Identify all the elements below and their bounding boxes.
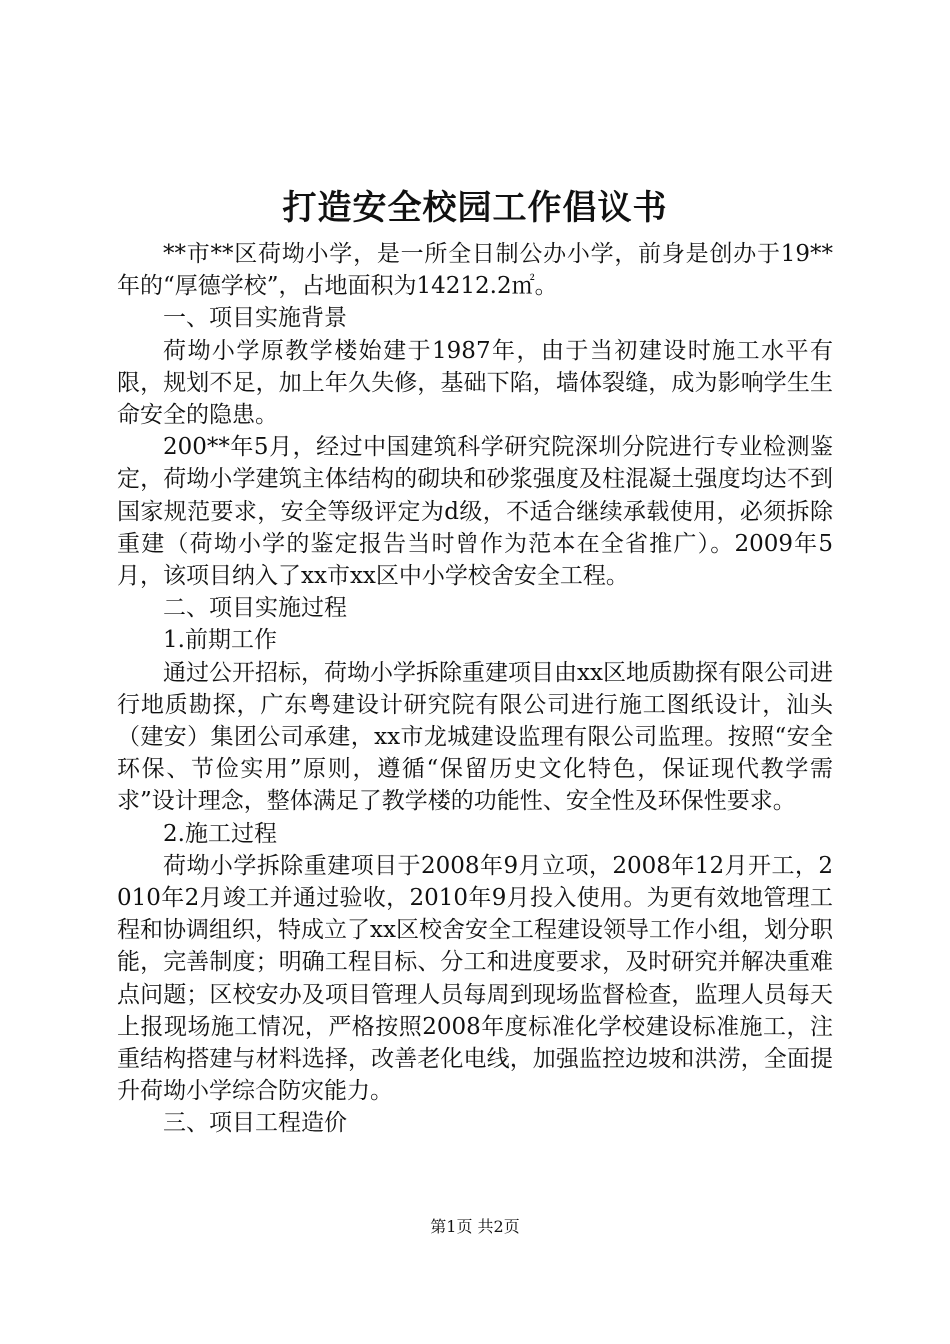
background-paragraph: 荷坳小学原教学楼始建于1987年，由于当初建设时施工水平有限，规划不足，加上年久失修，基础下陷，墙体裂缝，成为影响学生生命安全的隐患。 <box>117 337 833 429</box>
construction-process-paragraph: 荷坳小学拆除重建项目于2008年9月立项，2008年12月开工，2010年2月竣工并通过验收，2010年9月投入使用。为更有效地管理工程和协调组织，特成立了xx区校舍安全工程建设领导工作小组，划分职能，完善制度；明确工程目标、分工和进度要求，及时研究并解决重难点问题；区校安办及项目管理人员每周到现场监督检查，监理人员每天上报现场施工情况，严格按照2008年度标准化学校建设标准施工，注重结构搭建与材料选择，改善老化电线，加强监控边坡和洪涝，全面提升荷坳小学综合防灾能力。 <box>117 852 833 1105</box>
preliminary-work-paragraph: 通过公开招标，荷坳小学拆除重建项目由xx区地质勘探有限公司进行地质勘探，广东粤建设计研究院有限公司进行施工图纸设计，汕头（建安）集团公司承建，xx市龙城建设监理有限公司监理。按照“安全环保、节俭实用”原则，遵循“保留历史文化特色，保证现代教学需求”设计理念，整体满足了教学楼的功能性、安全性及环保性要求。 <box>117 659 833 815</box>
intro-paragraph: **市**区荷坳小学，是一所全日制公办小学，前身是创办于19**年的“厚德学校”，占地面积为14212.2㎡。 <box>117 241 833 300</box>
section-heading-cost: 三、项目工程造价 <box>163 1110 347 1137</box>
subheading-construction-process: 2.施工过程 <box>163 820 277 847</box>
subheading-preliminary-work: 1.前期工作 <box>163 627 277 654</box>
document-title: 打造安全校园工作倡议书 <box>282 188 668 228</box>
page-number-footer: 第1页 共2页 <box>430 1217 520 1236</box>
document-body <box>117 238 833 1140</box>
appraisal-paragraph: 200**年5月，经过中国建筑科学研究院深圳分院进行专业检测鉴定，荷坳小学建筑主体结构的砌块和砂浆强度及柱混凝土强度均达不到国家规范要求，安全等级评定为d级，不适合继续承载使用，必须拆除重建（荷坳小学的鉴定报告当时曾作为范本在全省推广）。2009年5月，该项目纳入了xx市xx区中小学校舍安全工程。 <box>117 434 833 590</box>
section-heading-background: 一、项目实施背景 <box>163 305 347 332</box>
section-heading-process: 二、项目实施过程 <box>163 595 347 622</box>
